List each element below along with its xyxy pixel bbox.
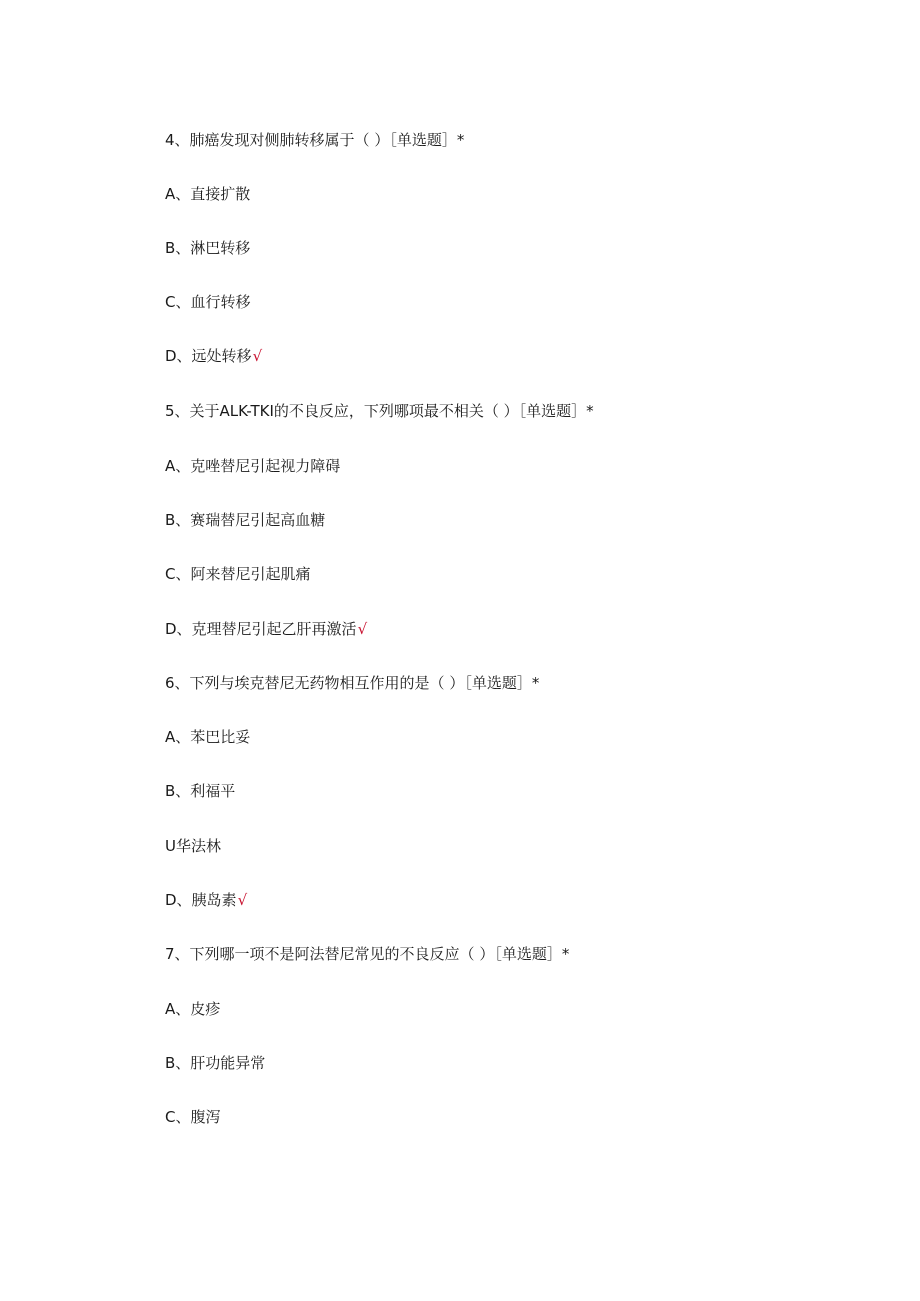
question-5-option-c: C、阿来替尼引起肌痛 (165, 565, 311, 583)
question-4-option-b: B、淋巴转移 (165, 239, 251, 257)
correct-check-icon: √ (237, 891, 248, 909)
question-6-stem: 6、下列与埃克替尼无药物相互作用的是（ ）［单选题］* (165, 674, 540, 692)
question-6-option-b: B、利福平 (165, 782, 236, 800)
question-5-option-b: B、赛瑞替尼引起高血糖 (165, 511, 326, 529)
question-6-option-c: U华法林 (165, 837, 221, 855)
question-4-option-d: D、远处转移√ (165, 347, 263, 365)
question-4-option-c: C、血行转移 (165, 293, 251, 311)
question-4-stem: 4、肺癌发现对侧肺转移属于（ ）［单选题］* (165, 131, 465, 149)
question-4-option-a: A、直接扩散 (165, 185, 251, 203)
question-7-stem: 7、下列哪一项不是阿法替尼常见的不良反应（ ）［单选题］* (165, 945, 570, 963)
correct-check-icon: √ (252, 347, 263, 365)
question-6-option-d: D、胰岛素√ (165, 891, 248, 909)
question-5-option-a: A、克唑替尼引起视力障碍 (165, 457, 341, 475)
question-7-option-b: B、肝功能异常 (165, 1054, 266, 1072)
question-5-option-d: D、克理替尼引起乙肝再激活√ (165, 620, 368, 638)
correct-check-icon: √ (357, 620, 368, 638)
question-5-stem: 5、关于ALK-TKI的不良反应，下列哪项最不相关（ ）［单选题］* (165, 402, 594, 420)
question-7-option-c: C、腹泻 (165, 1108, 221, 1126)
question-7-option-a: A、皮疹 (165, 1000, 221, 1018)
question-6-option-a: A、苯巴比妥 (165, 728, 251, 746)
